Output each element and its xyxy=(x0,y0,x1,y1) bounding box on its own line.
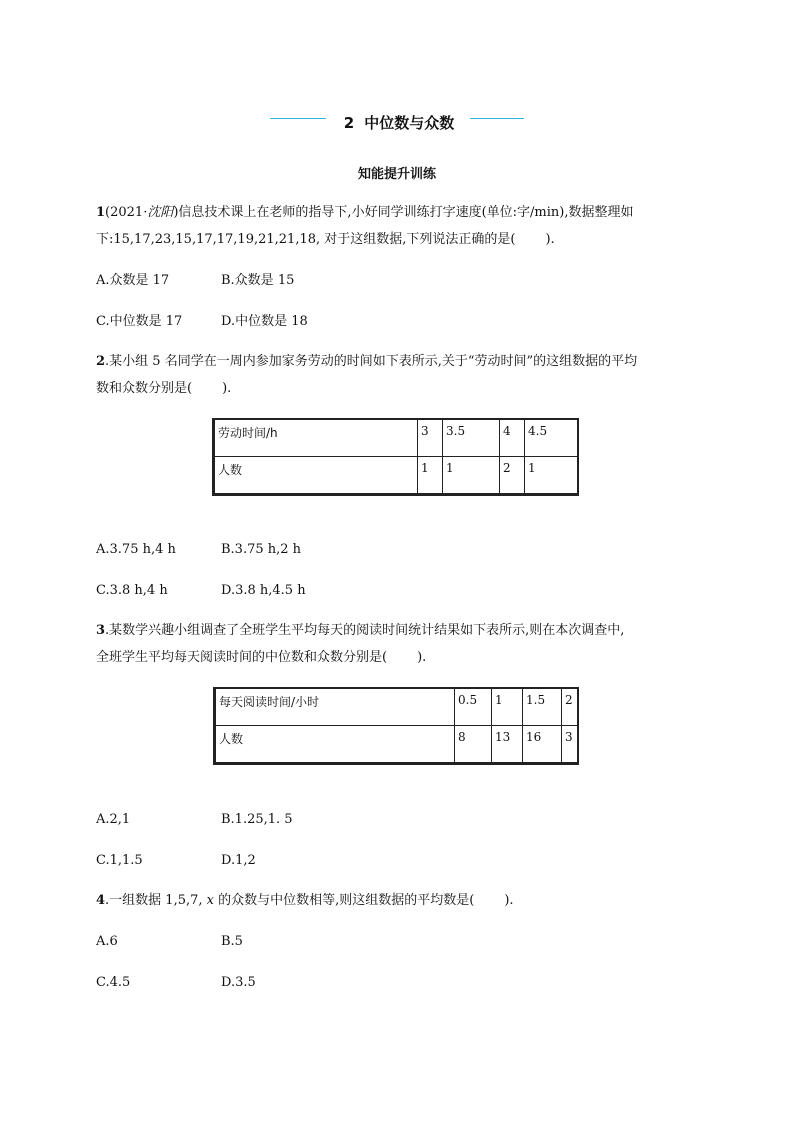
title-rule-right xyxy=(470,118,524,119)
q2-text-cont: 数和众数分别是( xyxy=(96,381,193,396)
table-cell: 1 xyxy=(418,457,443,495)
q1-text: )信息技术课上在老师的指导下,小好同学训练打字速度(单位:字/min),数据整理如 xyxy=(173,205,634,220)
q3-text: .某数学兴趣小组调查了全班学生平均每天的阅读时间统计结果如下表所示,则在本次调查中, xyxy=(105,623,625,638)
q3-table xyxy=(213,687,579,765)
q3-line2 xyxy=(96,649,426,667)
q3-number: 3 xyxy=(96,623,106,638)
table-row xyxy=(214,419,579,457)
table-cell: 3 xyxy=(562,726,579,764)
q1-option-d: D.中位数是 18 xyxy=(221,314,308,329)
q2-option-b: B.3.75 h,2 h xyxy=(221,542,302,557)
q2-option-c: C.3.8 h,4 h xyxy=(96,583,168,598)
q1-source-city: 沈阳 xyxy=(147,205,174,220)
title-text xyxy=(328,112,470,133)
table-row xyxy=(215,726,579,764)
q4-number: 4 xyxy=(96,893,106,908)
q1-option-b: B.众数是 15 xyxy=(221,273,295,288)
table-cell: 2 xyxy=(500,457,525,495)
q1-option-c: C.中位数是 17 xyxy=(96,314,183,329)
q2-option-a: A.3.75 h,4 h xyxy=(96,542,176,557)
section-title xyxy=(0,112,794,136)
q2-text: .某小组 5 名同学在一周内参加家务劳动的时间如下表所示,关于“劳动时间”的这组数据的平均 xyxy=(105,354,638,369)
q3-option-a: A.2,1 xyxy=(96,812,131,827)
q1-paren-end: ). xyxy=(545,232,555,247)
q3-line1 xyxy=(96,622,624,640)
q3-option-d: D.1,2 xyxy=(221,853,256,868)
section-number: 2 xyxy=(343,114,355,132)
table-header-cell: 劳动时间/h xyxy=(214,419,418,457)
table-cell: 16 xyxy=(523,726,562,764)
table-header-cell: 每天阅读时间/小时 xyxy=(215,688,455,726)
table-header-cell: 4 xyxy=(500,419,525,457)
table-row xyxy=(214,457,579,495)
q3-option-b: B.1.25,1. 5 xyxy=(221,812,293,827)
table-header-cell: 2 xyxy=(562,688,579,726)
q4-paren-end: ). xyxy=(504,893,514,908)
q2-line2 xyxy=(96,380,231,398)
table-row xyxy=(215,688,579,726)
title-rule-left xyxy=(270,118,326,119)
q2-table xyxy=(212,418,579,496)
q1-option-a: A.众数是 17 xyxy=(96,273,170,288)
q1-source-prefix: (2021· xyxy=(105,205,148,220)
table-cell: 1 xyxy=(525,457,579,495)
section-heading: 中位数与众数 xyxy=(364,114,455,132)
table-cell: 13 xyxy=(492,726,523,764)
table-header-cell: 3 xyxy=(418,419,443,457)
q4-variable: x xyxy=(206,893,214,908)
table-header-cell: 4.5 xyxy=(525,419,579,457)
q3-option-c: C.1,1.5 xyxy=(96,853,143,868)
q1-line1 xyxy=(96,204,633,222)
q1-text-cont: 下:15,17,23,15,17,17,19,21,21,18, 对于这组数据,下列说法正确的是( xyxy=(96,232,516,247)
table-cell: 人数 xyxy=(214,457,418,495)
q4-text-pre: .一组数据 1,5,7, xyxy=(105,893,207,908)
q4-option-b: B.5 xyxy=(221,934,243,949)
q4-option-c: C.4.5 xyxy=(96,975,131,990)
q2-paren-end: ). xyxy=(222,381,232,396)
table-cell: 8 xyxy=(455,726,492,764)
table-header-cell: 1 xyxy=(492,688,523,726)
subtitle: 知能提升训练 xyxy=(357,167,436,182)
q3-paren-end: ). xyxy=(417,650,427,665)
q1-number: 1 xyxy=(96,205,106,220)
table-header-cell: 0.5 xyxy=(455,688,492,726)
q4-text: 的众数与中位数相等,则这组数据的平均数是( xyxy=(214,893,475,908)
q1-line2 xyxy=(96,231,555,249)
q4-option-a: A.6 xyxy=(96,934,118,949)
table-header-cell: 3.5 xyxy=(443,419,500,457)
q2-option-d: D.3.8 h,4.5 h xyxy=(221,583,306,598)
table-cell: 人数 xyxy=(215,726,455,764)
q4-line1 xyxy=(96,892,514,910)
table-cell: 1 xyxy=(443,457,500,495)
q4-option-d: D.3.5 xyxy=(221,975,256,990)
q2-number: 2 xyxy=(96,354,106,369)
q3-text-cont: 全班学生平均每天阅读时间的中位数和众数分别是( xyxy=(96,650,388,665)
table-header-cell: 1.5 xyxy=(523,688,562,726)
q2-line1 xyxy=(96,353,637,371)
